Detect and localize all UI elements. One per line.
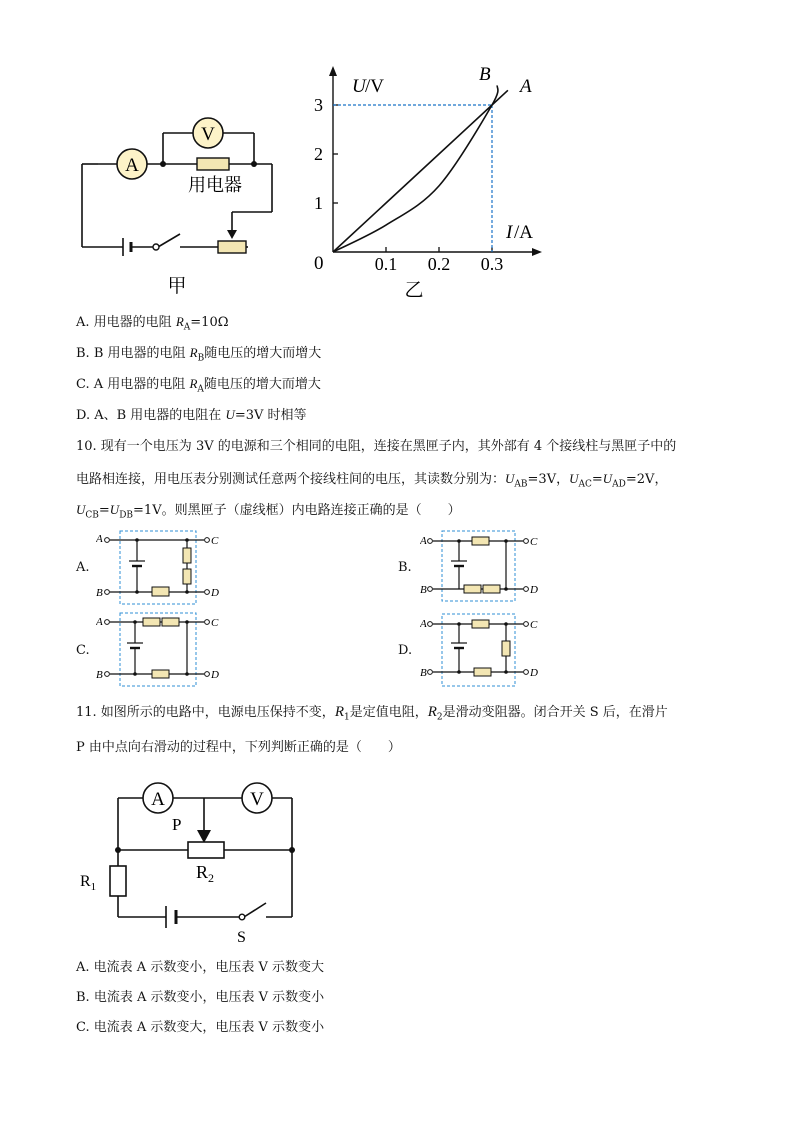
svg-text:A: A xyxy=(420,618,427,630)
y-tick-label: 1 xyxy=(314,193,323,213)
switch-label: S xyxy=(237,929,246,946)
svg-text:C: C xyxy=(530,536,538,548)
x-axis-unit: /A xyxy=(514,222,533,243)
x-axis-var: I xyxy=(506,222,513,243)
y-tick-label: 2 xyxy=(314,144,323,164)
q11-line1: 11. 如图所示的电路中，电源电压保持不变，$R_1$是定值电阻，$R_2$是滑动变阻器。闭合开关 S 后，在滑片 xyxy=(76,704,668,723)
q9-option-b: B. B 用电器的电阻 $R_B$随电压的增大而增大 xyxy=(76,345,322,364)
series-line-a xyxy=(333,90,508,252)
svg-text:B: B xyxy=(420,667,427,679)
x-tick-label: 0.1 xyxy=(374,254,398,274)
slider-label: P xyxy=(172,815,182,834)
q9-option-a: A. 用电器的电阻 $R_A=10\Omega$ xyxy=(76,314,229,333)
q10-circuit-c xyxy=(96,610,226,692)
svg-text:B: B xyxy=(96,587,103,599)
circuit-jia xyxy=(70,100,290,300)
svg-text:C: C xyxy=(211,535,219,547)
q10-option-a-letter: A. xyxy=(76,560,90,575)
svg-text:A: A xyxy=(420,535,427,547)
r1-resistor xyxy=(110,866,126,896)
ammeter-label: A xyxy=(125,155,139,176)
x-tick-label: 0.3 xyxy=(480,254,504,274)
svg-text:D: D xyxy=(530,584,538,596)
series-line-b xyxy=(333,85,498,252)
curve-a-label: A xyxy=(520,76,532,97)
y-axis-var: U xyxy=(352,76,366,97)
svg-text:V: V xyxy=(250,789,264,810)
svg-text:C: C xyxy=(211,617,219,629)
q10-option-c-letter: C. xyxy=(76,643,90,658)
q10-circuit-d xyxy=(420,610,550,692)
y-tick-label: 3 xyxy=(314,95,323,115)
svg-text:A: A xyxy=(151,789,165,810)
fig-jia-caption: 甲 xyxy=(167,275,187,297)
y-axis-unit: /V xyxy=(365,76,384,97)
origin-label: 0 xyxy=(314,253,324,274)
svg-text:A: A xyxy=(96,533,103,545)
svg-text:A: A xyxy=(96,616,103,628)
q10-line3: $U_{CB}=U_{DB}=1V$。则黑匣子（虚线框）内电路连接正确的是（ ） xyxy=(76,502,461,521)
r2-label: $R_2$ xyxy=(196,862,215,885)
q9-option-d: D. A、B 用电器的电阻在 U=3V 时相等 xyxy=(76,407,307,423)
voltmeter-label: V xyxy=(201,124,215,145)
q10-circuit-a xyxy=(96,528,226,608)
curve-b-label: B xyxy=(479,64,491,85)
q10-line1: 10. 现有一个电压为 3V 的电源和三个相同的电阻，连接在黑匣子内，其外部有 4 个接线柱与黑匣子中的 xyxy=(76,439,677,454)
q10-option-b-letter: B. xyxy=(398,560,412,575)
q9-option-c: C. A 用电器的电阻 $R_A$随电压的增大而增大 xyxy=(76,376,321,395)
ui-graph-yi xyxy=(300,60,560,300)
svg-text:B: B xyxy=(420,584,427,596)
device-resistor xyxy=(197,158,229,170)
svg-text:C: C xyxy=(530,619,538,631)
q11-option-a: A. 电流表 A 示数变小，电压表 V 示数变大 xyxy=(76,960,324,975)
device-label: 用电器 xyxy=(188,175,242,196)
q10-option-d-letter: D. xyxy=(398,643,413,658)
r2-rheostat xyxy=(188,842,224,858)
fig-yi-caption: 乙 xyxy=(404,279,424,300)
q11-option-c: C. 电流表 A 示数变大，电压表 V 示数变小 xyxy=(76,1020,325,1035)
x-tick-label: 0.2 xyxy=(427,254,451,274)
q10-circuit-b xyxy=(420,528,550,608)
q11-line2: P 由中点向右滑动的过程中，下列判断正确的是（ ） xyxy=(76,740,401,755)
rheostat xyxy=(218,241,246,253)
r1-label: $R_1$ xyxy=(80,873,97,893)
q10-line2: 电路相连接，用电压表分别测试任意两个接线柱间的电压，其读数分别为：$U_{AB}=3V$，$U_{AC}=U_{AD}=2V$， xyxy=(76,471,668,490)
svg-text:D: D xyxy=(211,587,219,599)
q11-circuit xyxy=(70,772,320,952)
svg-text:B: B xyxy=(96,669,103,681)
q11-option-b: B. 电流表 A 示数变小，电压表 V 示数变小 xyxy=(76,990,325,1005)
svg-text:D: D xyxy=(530,667,538,679)
svg-text:D: D xyxy=(211,669,219,681)
